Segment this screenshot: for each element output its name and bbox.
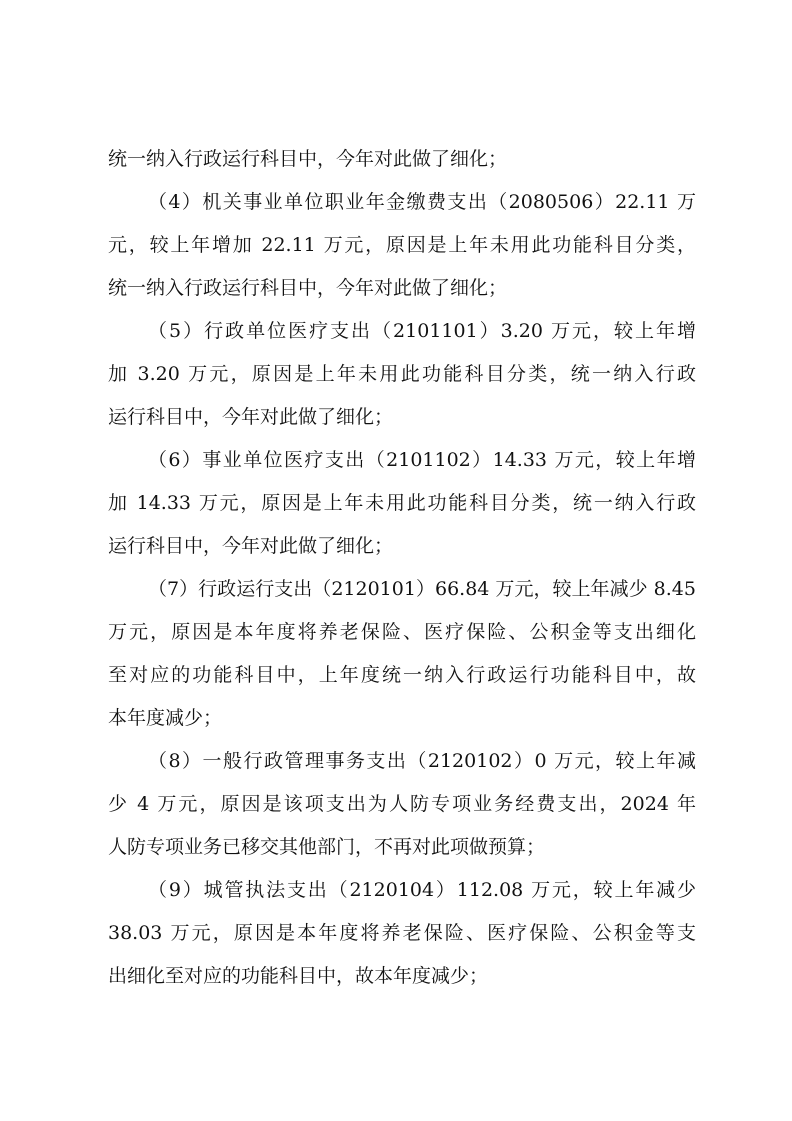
text-line: 少 4 万元，原因是该项支出为人防专项业务经费支出，2024 年 (108, 793, 696, 815)
text-line: 统一纳入行政运行科目中，今年对此做了细化； (108, 148, 508, 170)
text-line: 运行科目中，今年对此做了细化； (108, 535, 394, 557)
text-line: 本年度减少； (108, 707, 223, 729)
text-line: 元，较上年增加 22.11 万元，原因是上年未用此功能科目分类， (108, 234, 696, 256)
text-line: 万元，原因是本年度将养老保险、医疗保险、公积金等支出细化 (108, 621, 696, 643)
text-line: 至对应的功能科目中，上年度统一纳入行政运行功能科目中，故 (108, 664, 696, 686)
text-line: 运行科目中，今年对此做了细化； (108, 406, 394, 428)
text-line-item-9: （9）城管执法支出（2120104）112.08 万元，较上年减少 (148, 879, 696, 901)
text-line-item-5: （5）行政单位医疗支出（2101101）3.20 万元，较上年增 (148, 320, 696, 342)
text-line: 统一纳入行政运行科目中，今年对此做了细化； (108, 277, 508, 299)
text-line-item-4: （4）机关事业单位职业年金缴费支出（2080506）22.11 万 (148, 191, 696, 213)
text-line-item-7: （7）行政运行支出（2120101）66.84 万元，较上年减少 8.45 (148, 578, 696, 600)
text-line: 38.03 万元，原因是本年度将养老保险、医疗保险、公积金等支 (108, 922, 696, 944)
text-line: 人防专项业务已移交其他部门，不再对此项做预算； (108, 836, 546, 858)
text-line: 加 3.20 万元，原因是上年未用此功能科目分类，统一纳入行政 (108, 363, 696, 385)
text-line: 加 14.33 万元，原因是上年未用此功能科目分类，统一纳入行政 (108, 492, 696, 514)
text-line: 出细化至对应的功能科目中，故本年度减少； (108, 965, 489, 987)
text-line-item-8: （8）一般行政管理事务支出（2120102）0 万元，较上年减 (148, 750, 696, 772)
text-line-item-6: （6）事业单位医疗支出（2101102）14.33 万元，较上年增 (148, 449, 696, 471)
